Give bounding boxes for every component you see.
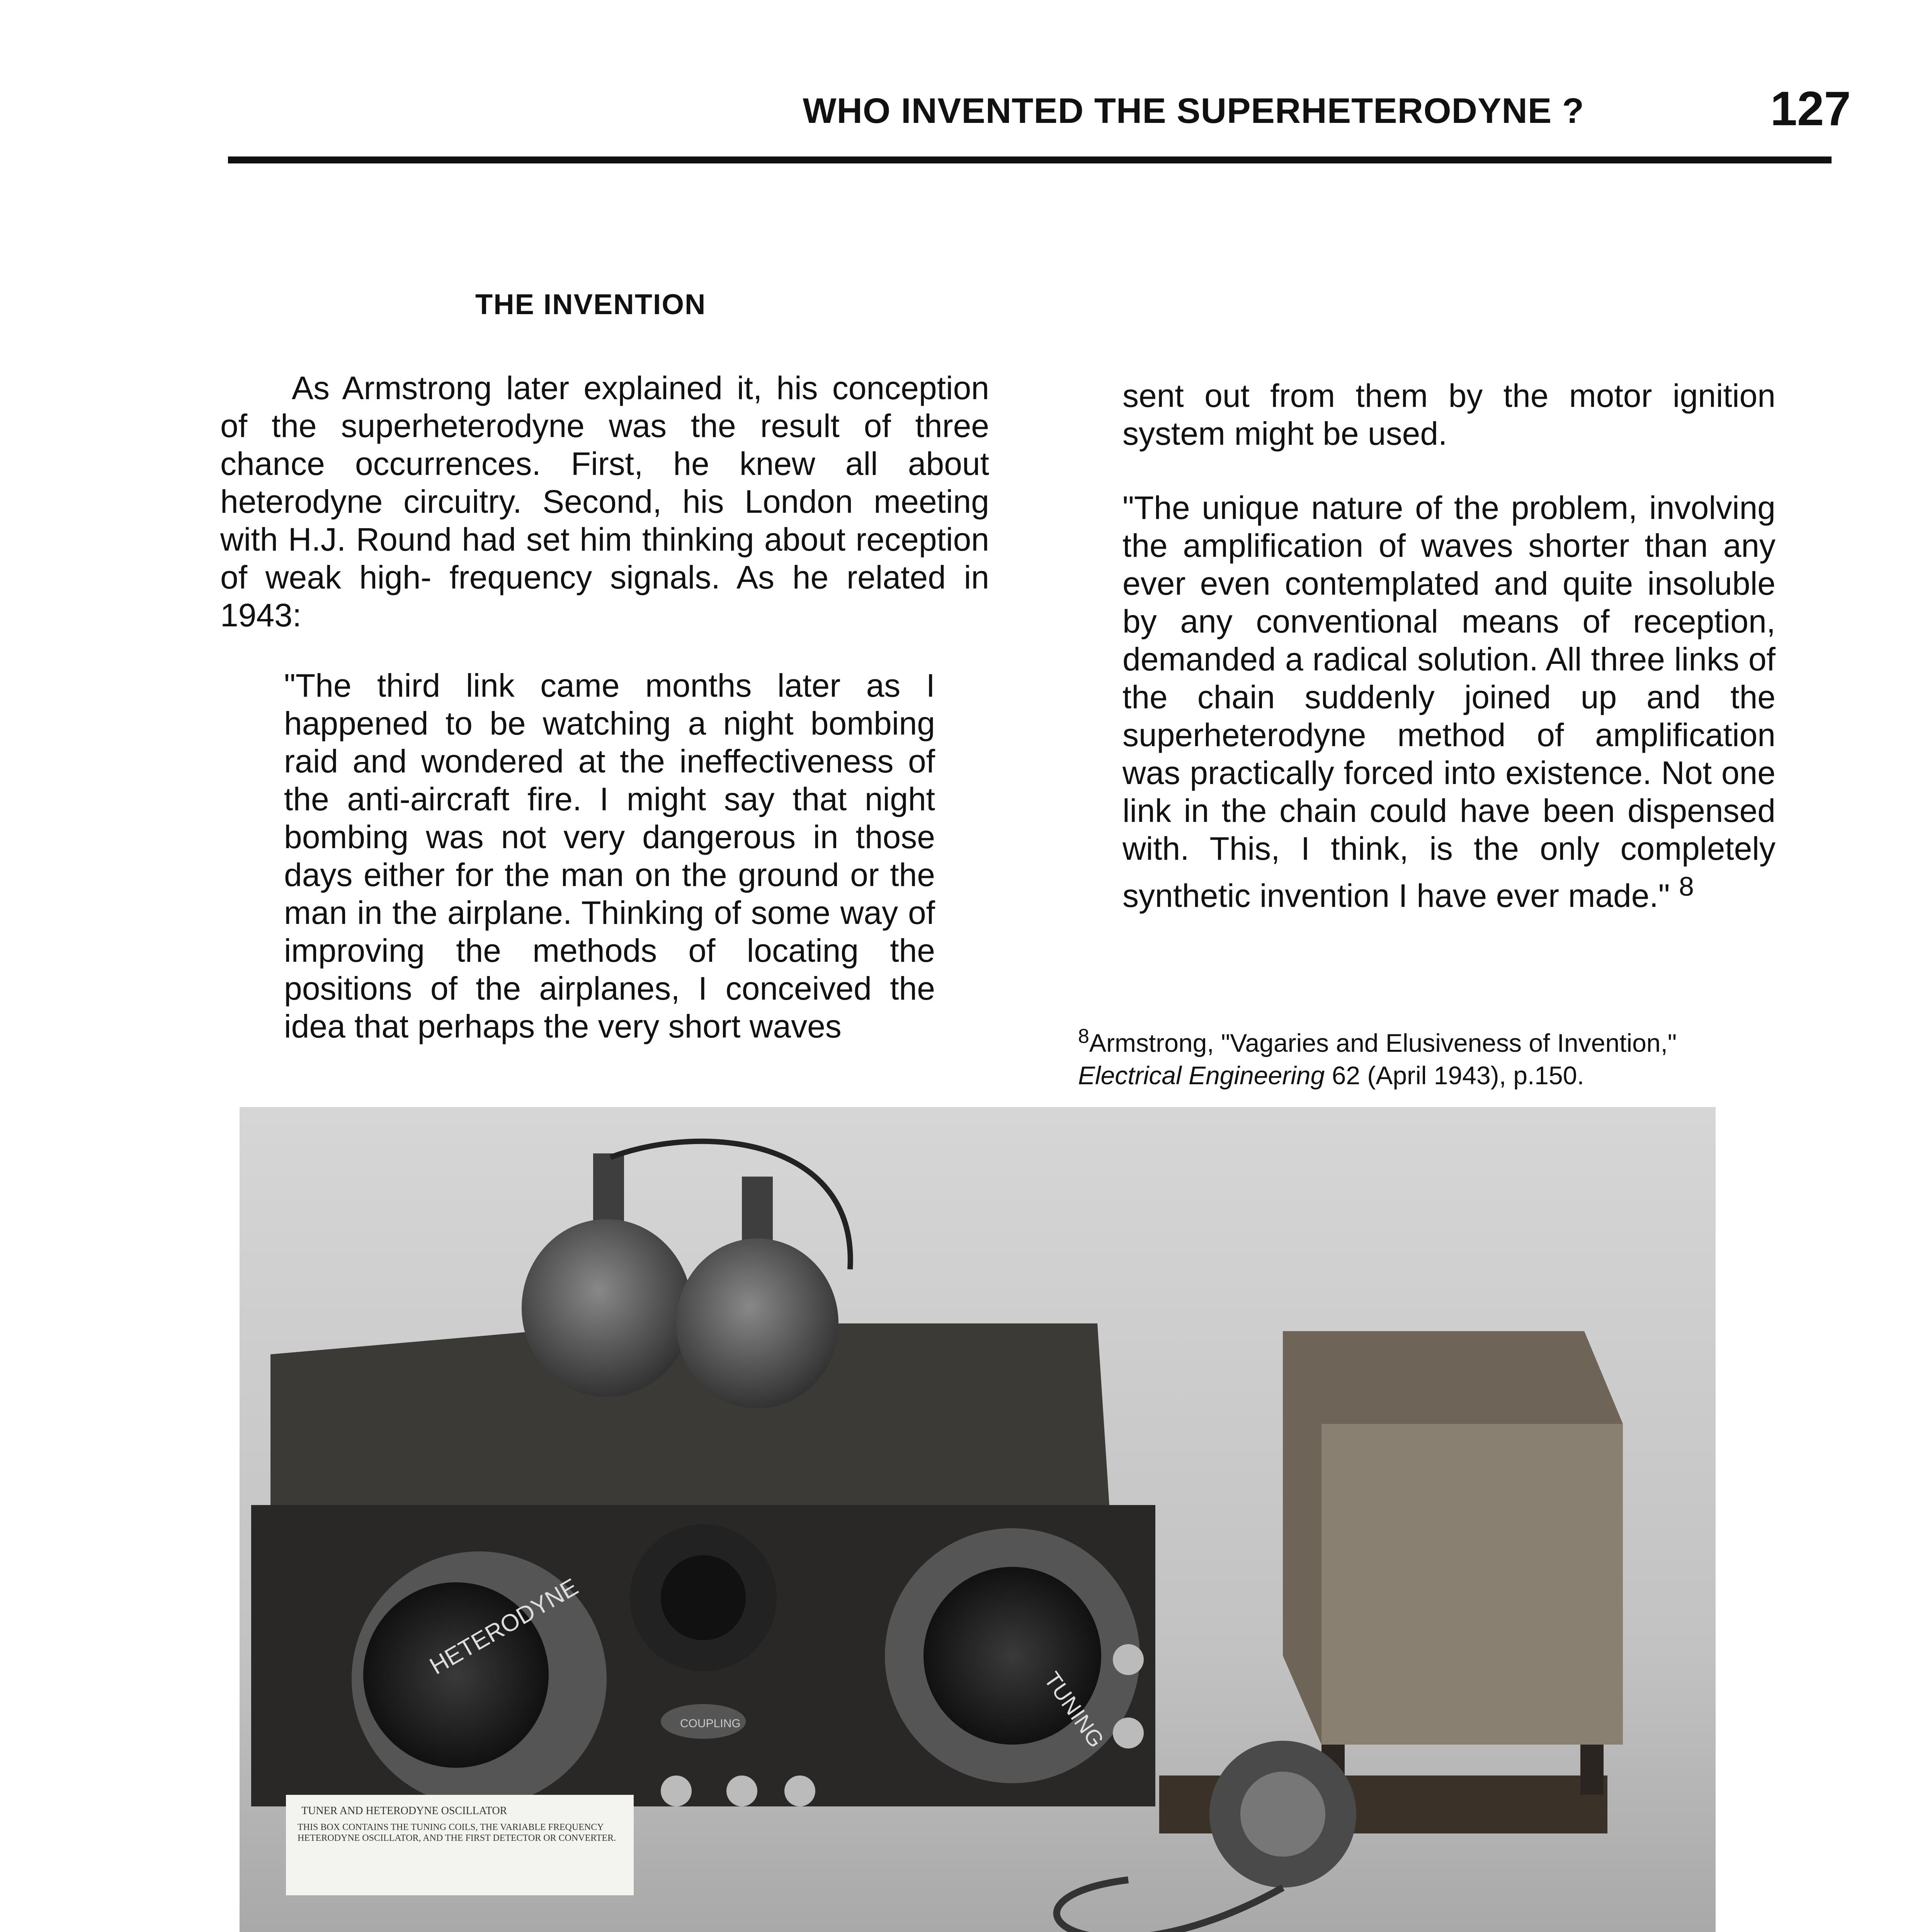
- binding-post: [1113, 1644, 1144, 1675]
- tube-bulb-right: [676, 1238, 838, 1408]
- binding-post: [784, 1776, 815, 1806]
- block-quote-right-text: "The unique nature of the problem, involving the amplification of waves shorter than any ever even contemplated and quite insoluble by any conventional means of reception, demanded a radical solution. All three links of the chain suddenly joined up and the superheterodyne method of amplification was practically forced into existence. Not one link in the chain could have been dispensed with. This, I think, is the only completely synthetic invention I have ever made.": [1122, 490, 1776, 914]
- footnote-rest: 62 (April 1943), p.150.: [1332, 1061, 1584, 1090]
- dial-left-label: HETERODYNE: [425, 1573, 583, 1680]
- right-box-leg-right: [1580, 1745, 1604, 1795]
- radio-photograph: [240, 1107, 1716, 1932]
- intro-paragraph: As Armstrong later explained it, his conception of the superheterodyne was the result of three chance occurrences. First, he knew all about heterodyne circuitry. Second, his London meeting with H.J. Round had set him thinking about reception of weak high- frequency signals. As he related in 1943:: [220, 370, 989, 633]
- display-card-body-wrap: [298, 1822, 622, 1891]
- footnote-reference: 8: [1679, 871, 1694, 901]
- right-box-front: [1321, 1424, 1623, 1745]
- binding-post: [661, 1776, 692, 1806]
- block-quote-left: "The third link came months later as I happened to be watching a night bombing raid and wondered at the ineffectiveness of the anti-aircraft fire. I might say that night bombing was not very dangerous in those days either for the man on the ground or the man in the airplane. Thinking of some way of improving the methods of locating the positions of the airplanes, I conceived the idea that perhaps the very short waves: [284, 667, 935, 1044]
- headphone-grille: [1240, 1772, 1325, 1857]
- footnote-number: 8: [1078, 1025, 1089, 1048]
- footnote: [1078, 1020, 1781, 1092]
- footnote-text: Armstrong, "Vagaries and Elusiveness of Invention,": [1089, 1029, 1677, 1057]
- footnote-journal: Electrical Engineering: [1078, 1061, 1325, 1090]
- binding-post: [1113, 1718, 1144, 1748]
- center-knob-cap: [661, 1555, 746, 1640]
- tube-bulb-left: [522, 1219, 692, 1397]
- dial-right-label: TUNING: [1039, 1667, 1109, 1752]
- quote-continuation: sent out from them by the motor ignition system might be used.: [1122, 378, 1776, 452]
- display-card-title: TUNER AND HETERODYNE OSCILLATOR: [301, 1805, 507, 1817]
- section-heading: THE INVENTION: [475, 288, 706, 320]
- display-card-body: THIS BOX CONTAINS THE TUNING COILS, THE VARIABLE FREQUENCY HETERODYNE OSCILLATOR, AND THE FIRST DETECTOR OR CONVERTER.: [298, 1822, 616, 1843]
- header-rule: [228, 156, 1832, 163]
- binding-post: [726, 1776, 757, 1806]
- page-number: 127: [1770, 82, 1851, 136]
- block-quote-right: [1122, 489, 1776, 915]
- center-switch-label: COUPLING: [680, 1717, 741, 1730]
- running-header-title: WHO INVENTED THE SUPERHETERODYNE ?: [803, 91, 1584, 131]
